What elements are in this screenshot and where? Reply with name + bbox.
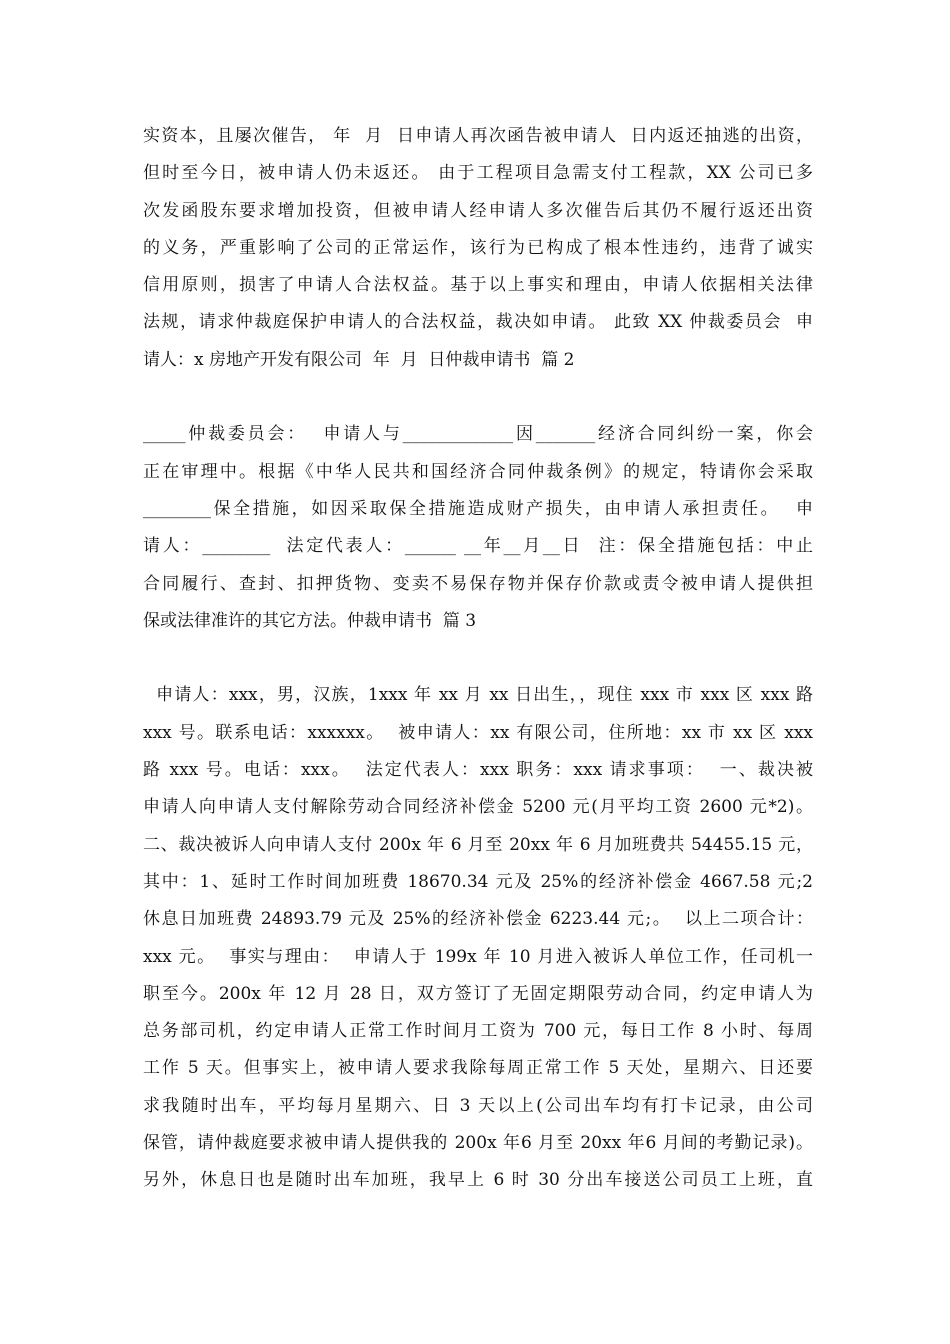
- text-line: 实资本，且屡次催告， 年 月 日申请人再次函告被申请人 日内返还抽逃的出资，: [143, 126, 813, 146]
- text-line: 工作 5 天。但事实上，被申请人要求我除每周正常工作 5 天处，星期六、日还要: [143, 1058, 813, 1079]
- text-line: 二、裁决被诉人向申请人支付 200x 年 6 月至 20xx 年 6 月加班费共 54455.15 元，: [143, 834, 813, 855]
- text-line: 正在审理中。根据《中华人民共和国经济合同仲裁条例》的规定，特请你会采取: [143, 461, 813, 482]
- text-line: 请人：________ 法定代表人：______ __年__月__日 注：保全措施包括：中止: [143, 536, 813, 557]
- text-line: 求我随时出车，平均每月星期六、日 3 天以上(公司出车均有打卡记录，由公司: [143, 1095, 813, 1116]
- text-line: 法规，请求仲裁庭保护申请人的合法权益，裁决如申请。 此致 XX 仲裁委员会 申: [143, 312, 813, 333]
- paragraph-2: [143, 416, 813, 640]
- text-line: 职至今。200x 年 12 月 28 日，双方签订了无固定期限劳动合同，约定申请人为: [143, 983, 813, 1004]
- text-line: 次发函股东要求增加投资，但被申请人经申请人多次催告后其仍不履行返还出资: [143, 200, 813, 221]
- text-line: 申请人：xxx，男，汉族，1xxx 年 xx 月 xx 日出生，，现住 xxx 市 xxx 区 xxx 路: [143, 685, 813, 706]
- text-line: 申请人向申请人支付解除劳动合同经济补偿金 5200 元(月平均工资 2600 元*2)。: [143, 797, 813, 818]
- text-line: 另外，休息日也是随时出车加班，我早上 6 时 30 分出车接送公司员工上班，直: [143, 1170, 813, 1191]
- text-line: ________保全措施，如因采取保全措施造成财产损失，由申请人承担责任。 申: [143, 498, 813, 519]
- text-line: xxx 号。联系电话：xxxxxx。 被申请人：xx 有限公司，住所地：xx 市 xx 区 xxx: [143, 722, 813, 743]
- text-line: 合同履行、查封、扣押货物、变卖不易保存物并保存价款或责令被申请人提供担: [143, 573, 813, 594]
- paragraph-gap: [143, 640, 813, 677]
- document-body: [143, 118, 813, 1200]
- paragraph-3: [143, 677, 813, 1199]
- text-line: 休息日加班费 24893.79 元及 25%的经济补偿金 6223.44 元;。 以上二项合计：: [143, 909, 813, 930]
- text-line: 请人：x 房地产开发有限公司 年 月 日仲裁申请书 篇 2: [143, 349, 575, 370]
- text-line: 路 xxx 号。电话：xxx。 法定代表人：xxx 职务：xxx 请求事项： 一、裁决被: [143, 760, 813, 781]
- text-line: 信用原则，损害了申请人合法权益。基于以上事实和理由，申请人依据相关法律: [143, 275, 813, 296]
- text-line: 保或法律准许的其它方法。仲裁申请书 篇 3: [143, 610, 477, 631]
- text-line: 的义务，严重影响了公司的正常运作，该行为已构成了根本性违约，违背了诚实: [143, 237, 813, 258]
- paragraph-gap: [143, 379, 813, 416]
- text-line: xxx 元。 事实与理由： 申请人于 199x 年 10 月进入被诉人单位工作，任司机一: [143, 946, 813, 967]
- text-line: 其中：1、延时工作时间加班费 18670.34 元及 25%的经济补偿金 4667.58 元;2: [143, 871, 813, 892]
- paragraph-1: [143, 118, 813, 379]
- text-line: _____仲裁委员会： 申请人与_____________因_______经济合同纠纷一案，你会: [143, 424, 813, 445]
- text-line: 但时至今日，被申请人仍未返还。 由于工程项目急需支付工程款，XX 公司已多: [143, 163, 813, 184]
- text-line: 总务部司机，约定申请人正常工作时间月工资为 700 元，每日工作 8 小时、每周: [143, 1021, 813, 1042]
- text-line: 保管，请仲裁庭要求被申请人提供我的 200x 年6 月至 20xx 年6 月间的考勤记录)。: [143, 1133, 813, 1154]
